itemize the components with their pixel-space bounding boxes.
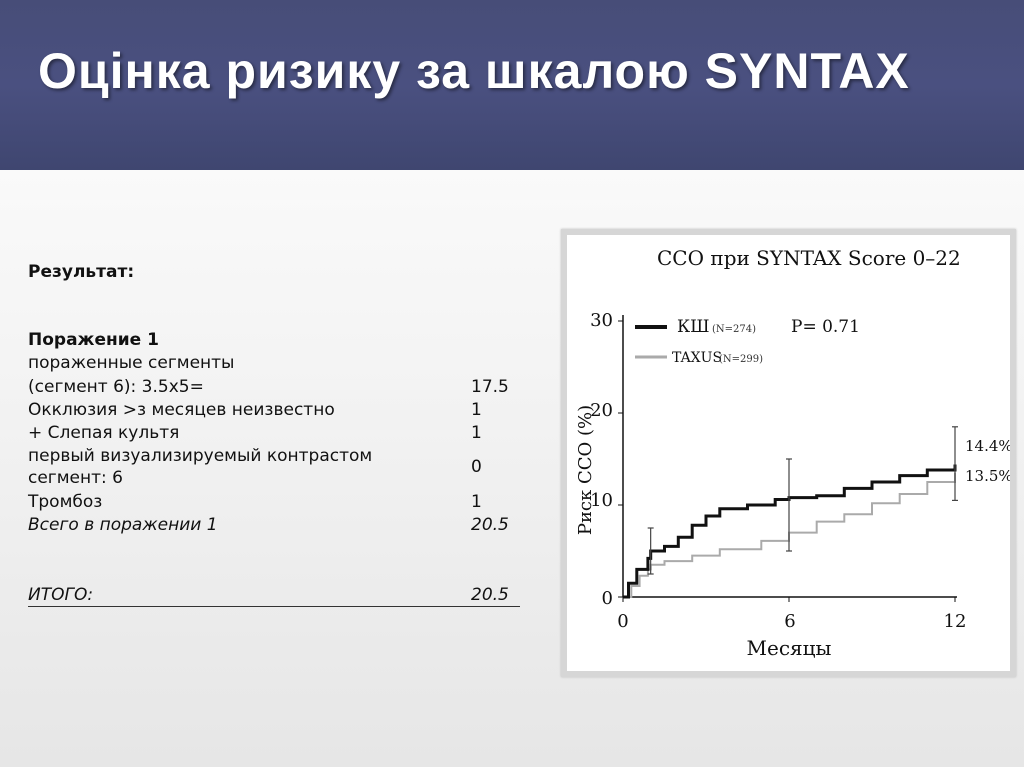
total-underline [28,606,520,607]
result-label: Результат: [28,262,135,282]
slide-title: Оцінка ризику за шкалою SYNTAX [38,43,910,99]
row-label: первый визуализируемый контрастом сегмент: 6 [28,446,373,488]
x-tick-label: 6 [784,611,796,632]
p-value: P= 0.71 [791,317,860,337]
end-label-taxus: 13.5% [965,467,1010,485]
legend-n-cabg: (N=274) [712,324,757,335]
row-value: 1 [471,492,482,512]
row-label: пораженные сегменты [28,353,235,373]
row-label: Окклюзия >з месяцев неизвестно [28,400,335,420]
legend-label-cabg: КШ [677,317,710,337]
row-label: + Слепая культя [28,423,180,443]
mace-risk-chart [567,235,1010,671]
row-label: (сегмент 6): 3.5x5= [28,377,204,397]
row-label: Всего в поражении 1 [28,515,218,535]
row-value: 0 [471,457,482,477]
chart-frame [561,229,1016,677]
x-tick-label: 0 [617,611,629,632]
row-value: 1 [471,423,482,443]
y-tick-label: 30 [590,310,613,331]
total-value: 20.5 [471,585,509,605]
lesion-title: Поражение 1 [28,330,159,350]
slide-header [0,0,1024,170]
total-label: ИТОГО: [28,585,94,605]
row-value: 17.5 [471,377,509,397]
x-axis-label: Месяцы [746,636,832,660]
y-tick-label: 10 [590,490,613,511]
legend-n-taxus: (N=299) [719,354,764,365]
legend-label-taxus: TAXUS [672,350,723,366]
y-axis-label: Риск ССО (%) [575,404,596,536]
x-tick-label: 12 [943,611,967,632]
row-value: 20.5 [471,515,509,535]
end-label-cabg: 14.4% [965,437,1010,455]
y-tick-label: 0 [601,588,613,609]
chart-title: ССО при SYNTAX Score 0–22 [657,246,961,270]
row-label: Тромбоз [28,492,103,512]
row-value: 1 [471,400,482,420]
y-tick-label: 20 [590,400,613,421]
